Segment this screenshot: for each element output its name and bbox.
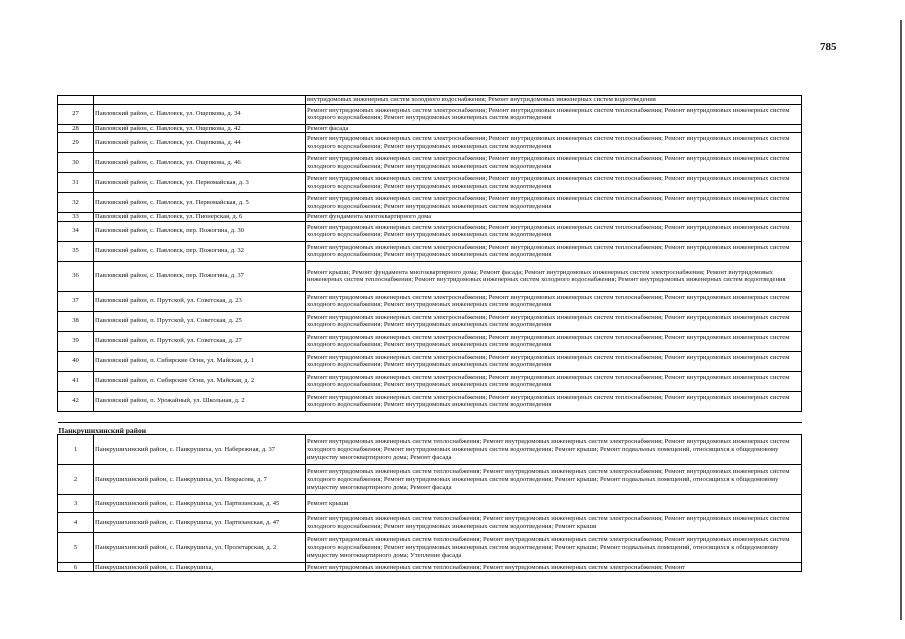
row-works: Ремонт фундамента многоквартирного дома: [306, 213, 802, 222]
row-works: Ремонт внутридомовых инженерных систем электроснабжения; Ремонт внутридомовых инженерных систем теплоснабжения; Ремонт внутридомовых инженерных систем холодного водоснабжения; Ремонт внутридомовых инженерных систем водоотведения: [306, 241, 802, 261]
table-row: [58, 213, 802, 222]
row-address: Павловский район, с. Павловск, пер. Пожогина, д. 37: [94, 261, 306, 291]
spacer-cell: [58, 411, 802, 422]
row-works: Ремонт внутридомовых инженерных систем теплоснабжения; Ремонт внутридомовых инженерных систем электроснабжения; Ремонт: [306, 563, 802, 572]
row-works: Ремонт внутридомовых инженерных систем электроснабжения; Ремонт внутридомовых инженерных систем теплоснабжения; Ремонт внутридомовых инженерных систем холодного водоснабжения; Ремонт внутридомовых инженерных систем водоотведения: [306, 193, 802, 213]
row-address: Павловский район, с. Павловск, ул. Пионерская, д. 6: [94, 213, 306, 222]
table-row: [58, 133, 802, 153]
row-address: Панкрушихинский район, с. Панкрушиха, ул. Некрасова, д. 7: [94, 465, 306, 495]
row-works: Ремонт внутридомовых инженерных систем теплоснабжения; Ремонт внутридомовых инженерных систем электроснабжения; Ремонт внутридомовых инженерных систем холодного водоснабжения; Ремонт внутридомовых инженерных систем водоотведения; Ремонт крыши: [306, 513, 802, 533]
table-row: [58, 221, 802, 241]
row-address: Панкрушихинский район, с. Панкрушиха,: [94, 563, 306, 572]
table-row: [58, 331, 802, 351]
spacer-row: [58, 411, 802, 422]
table-row: [58, 241, 802, 261]
row-works: Ремонт внутридомовых инженерных систем электроснабжения; Ремонт внутридомовых инженерных систем теплоснабжения; Ремонт внутридомовых инженерных систем холодного водоснабжения; Ремонт внутридомовых инженерных систем водоотведения: [306, 291, 802, 311]
table-row: [58, 261, 802, 291]
row-address: Павловский район, п. Прутской, ул. Советская, д. 27: [94, 331, 306, 351]
row-works: Ремонт внутридомовых инженерных систем электроснабжения; Ремонт внутридомовых инженерных систем теплоснабжения; Ремонт внутридомовых инженерных систем холодного водоснабжения; Ремонт внутридомовых инженерных систем водоотведения: [306, 331, 802, 351]
row-number: 38: [58, 311, 94, 331]
row-address: Панкрушихинский район, с. Панкрушиха, ул. Партизанская, д. 45: [94, 495, 306, 513]
row-works: Ремонт внутридомовых инженерных систем теплоснабжения; Ремонт внутридомовых инженерных систем электроснабжения; Ремонт внутридомовых инженерных систем холодного водоснабжения; Ремонт внутридомовых инженерных систем водоотведения; Ремонт крыши; Ремонт подвальных помещений, относящихся к общедомовому имуществу многоквартирного дома; Утепление фасада: [306, 533, 802, 563]
row-address: Павловский район, с. Павловск, ул. Ощепкова, д. 44: [94, 133, 306, 153]
row-works: Ремонт внутридомовых инженерных систем электроснабжения; Ремонт внутридомовых инженерных систем теплоснабжения; Ремонт внутридомовых инженерных систем холодного водоснабжения; Ремонт внутридомовых инженерных систем водоотведения: [306, 104, 802, 124]
row-number: 30: [58, 153, 94, 173]
repair-register-table: [57, 95, 802, 572]
row-number: 35: [58, 241, 94, 261]
table-row: [58, 173, 802, 193]
row-works: Ремонт внутридомовых инженерных систем электроснабжения; Ремонт внутридомовых инженерных систем теплоснабжения; Ремонт внутридомовых инженерных систем холодного водоснабжения; Ремонт внутридомовых инженерных систем водоотведения: [306, 173, 802, 193]
table-row: [58, 435, 802, 465]
row-works: Ремонт внутридомовых инженерных систем электроснабжения; Ремонт внутридомовых инженерных систем теплоснабжения; Ремонт внутридомовых инженерных систем холодного водоснабжения; Ремонт внутридомовых инженерных систем водоотведения: [306, 153, 802, 173]
row-address: Павловский район, п. Прутской, ул. Советская, д. 23: [94, 291, 306, 311]
row-number: 36: [58, 261, 94, 291]
table-row: [58, 311, 802, 331]
page-number: 785: [820, 41, 837, 53]
row-number: 3: [58, 495, 94, 513]
row-address: Павловский район, с. Павловск, ул. Ощепкова, д. 34: [94, 104, 306, 124]
row-works: Ремонт внутридомовых инженерных систем электроснабжения; Ремонт внутридомовых инженерных систем теплоснабжения; Ремонт внутридомовых инженерных систем холодного водоснабжения; Ремонт внутридомовых инженерных систем водоотведения: [306, 391, 802, 411]
row-address: Павловский район, с. Павловск, ул. Ощепкова, д. 42: [94, 124, 306, 133]
row-address: Павловский район, с. Павловск, ул. Первомайская, д. 3: [94, 173, 306, 193]
district-title: Панкрушихинский район: [58, 422, 802, 435]
row-number: 1: [58, 435, 94, 465]
row-address: Павловский район, с. Павловск, пер. Пожогина, д. 30: [94, 221, 306, 241]
row-number: 2: [58, 465, 94, 495]
table-row: [58, 291, 802, 311]
row-number: 40: [58, 351, 94, 371]
row-works: Ремонт внутридомовых инженерных систем электроснабжения; Ремонт внутридомовых инженерных систем теплоснабжения; Ремонт внутридомовых инженерных систем холодного водоснабжения; Ремонт внутридомовых инженерных систем водоотведения: [306, 371, 802, 391]
row-works: Ремонт фасада: [306, 124, 802, 133]
row-number: 5: [58, 533, 94, 563]
table-row: [58, 153, 802, 173]
table-row: [58, 495, 802, 513]
row-number: 42: [58, 391, 94, 411]
carry-addr-cell: [94, 96, 306, 105]
row-address: Павловский район, п. Сибирские Огни, ул. Майская, д. 2: [94, 371, 306, 391]
row-number: 28: [58, 124, 94, 133]
carry-num-cell: [58, 96, 94, 105]
table-row: [58, 193, 802, 213]
row-works: Ремонт внутридомовых инженерных систем электроснабжения; Ремонт внутридомовых инженерных систем теплоснабжения; Ремонт внутридомовых инженерных систем холодного водоснабжения; Ремонт внутридомовых инженерных систем водоотведения: [306, 311, 802, 331]
row-address: Павловский район, с. Павловск, ул. Ощепкова, д. 46: [94, 153, 306, 173]
page-edge-rule: [900, 20, 902, 620]
row-address: Панкрушихинский район, с. Панкрушиха, ул. Пролетарская, д. 2: [94, 533, 306, 563]
table-row: [58, 124, 802, 133]
row-works: Ремонт внутридомовых инженерных систем электроснабжения; Ремонт внутридомовых инженерных систем теплоснабжения; Ремонт внутридомовых инженерных систем холодного водоснабжения; Ремонт внутридомовых инженерных систем водоотведения: [306, 221, 802, 241]
row-number: 31: [58, 173, 94, 193]
row-number: 39: [58, 331, 94, 351]
row-address: Павловский район, п. Прутской, ул. Советская, д. 25: [94, 311, 306, 331]
row-address: Павловский район, п. Урожайный, ул. Школьная, д. 2: [94, 391, 306, 411]
row-number: 32: [58, 193, 94, 213]
row-works: Ремонт внутридомовых инженерных систем теплоснабжения; Ремонт внутридомовых инженерных систем электроснабжения; Ремонт внутридомовых инженерных систем холодного водоснабжения; Ремонт внутридомовых инженерных систем водоотведения; Ремонт крыши; Ремонт подвальных помещений, относящихся к общедомовому имуществу многоквартирного дома; Ремонт фасада: [306, 465, 802, 495]
district-header-row: [58, 422, 802, 435]
row-number: 4: [58, 513, 94, 533]
table-row: [58, 104, 802, 124]
table-row: [58, 391, 802, 411]
table-row: [58, 371, 802, 391]
table-row: [58, 351, 802, 371]
row-address: Павловский район, с. Павловск, ул. Первомайская, д. 5: [94, 193, 306, 213]
row-address: Панкрушихинский район, с. Панкрушиха, ул. Партизанская, д. 47: [94, 513, 306, 533]
row-works: Ремонт внутридомовых инженерных систем электроснабжения; Ремонт внутридомовых инженерных систем теплоснабжения; Ремонт внутридомовых инженерных систем холодного водоснабжения; Ремонт внутридомовых инженерных систем водоотведения: [306, 351, 802, 371]
row-number: 33: [58, 213, 94, 222]
table-row: [58, 533, 802, 563]
row-address: Павловский район, с. Павловск, пер. Пожогина, д. 32: [94, 241, 306, 261]
row-works: Ремонт крыши; Ремонт фундамента многоквартирного дома; Ремонт фасада; Ремонт внутридомовых инженерных систем электроснабжения; Ремонт внутридомовых инженерных систем теплоснабжения; Ремонт внутридомовых инженерных систем холодного водоснабжения; Ремонт внутридомовых инженерных систем водоотведения: [306, 261, 802, 291]
table-row: [58, 465, 802, 495]
row-number: 29: [58, 133, 94, 153]
row-number: 6: [58, 563, 94, 572]
carry-over-row: [58, 96, 802, 105]
row-number: 34: [58, 221, 94, 241]
row-number: 27: [58, 104, 94, 124]
table-row: [58, 513, 802, 533]
row-works: Ремонт крыши: [306, 495, 802, 513]
row-number: 41: [58, 371, 94, 391]
row-works: Ремонт внутридомовых инженерных систем теплоснабжения; Ремонт внутридомовых инженерных систем электроснабжения; Ремонт внутридомовых инженерных систем холодного водоснабжения; Ремонт внутридомовых инженерных систем водоотведения; Ремонт крыши; Ремонт подвальных помещений, относящихся к общедомовому имуществу многоквартирного дома; Ремонт фасада: [306, 435, 802, 465]
row-number: 37: [58, 291, 94, 311]
row-address: Павловский район, п. Сибирские Огни, ул. Майская, д. 1: [94, 351, 306, 371]
row-address: Панкрушихинский район, с. Панкрушиха, ул. Набережная, д. 37: [94, 435, 306, 465]
carry-work-cell: внутридомовых инженерных систем холодного водоснабжения; Ремонт внутридомовых инженерных систем водоотведения: [306, 96, 802, 105]
table-row: [58, 563, 802, 572]
row-works: Ремонт внутридомовых инженерных систем электроснабжения; Ремонт внутридомовых инженерных систем теплоснабжения; Ремонт внутридомовых инженерных систем холодного водоснабжения; Ремонт внутридомовых инженерных систем водоотведения: [306, 133, 802, 153]
